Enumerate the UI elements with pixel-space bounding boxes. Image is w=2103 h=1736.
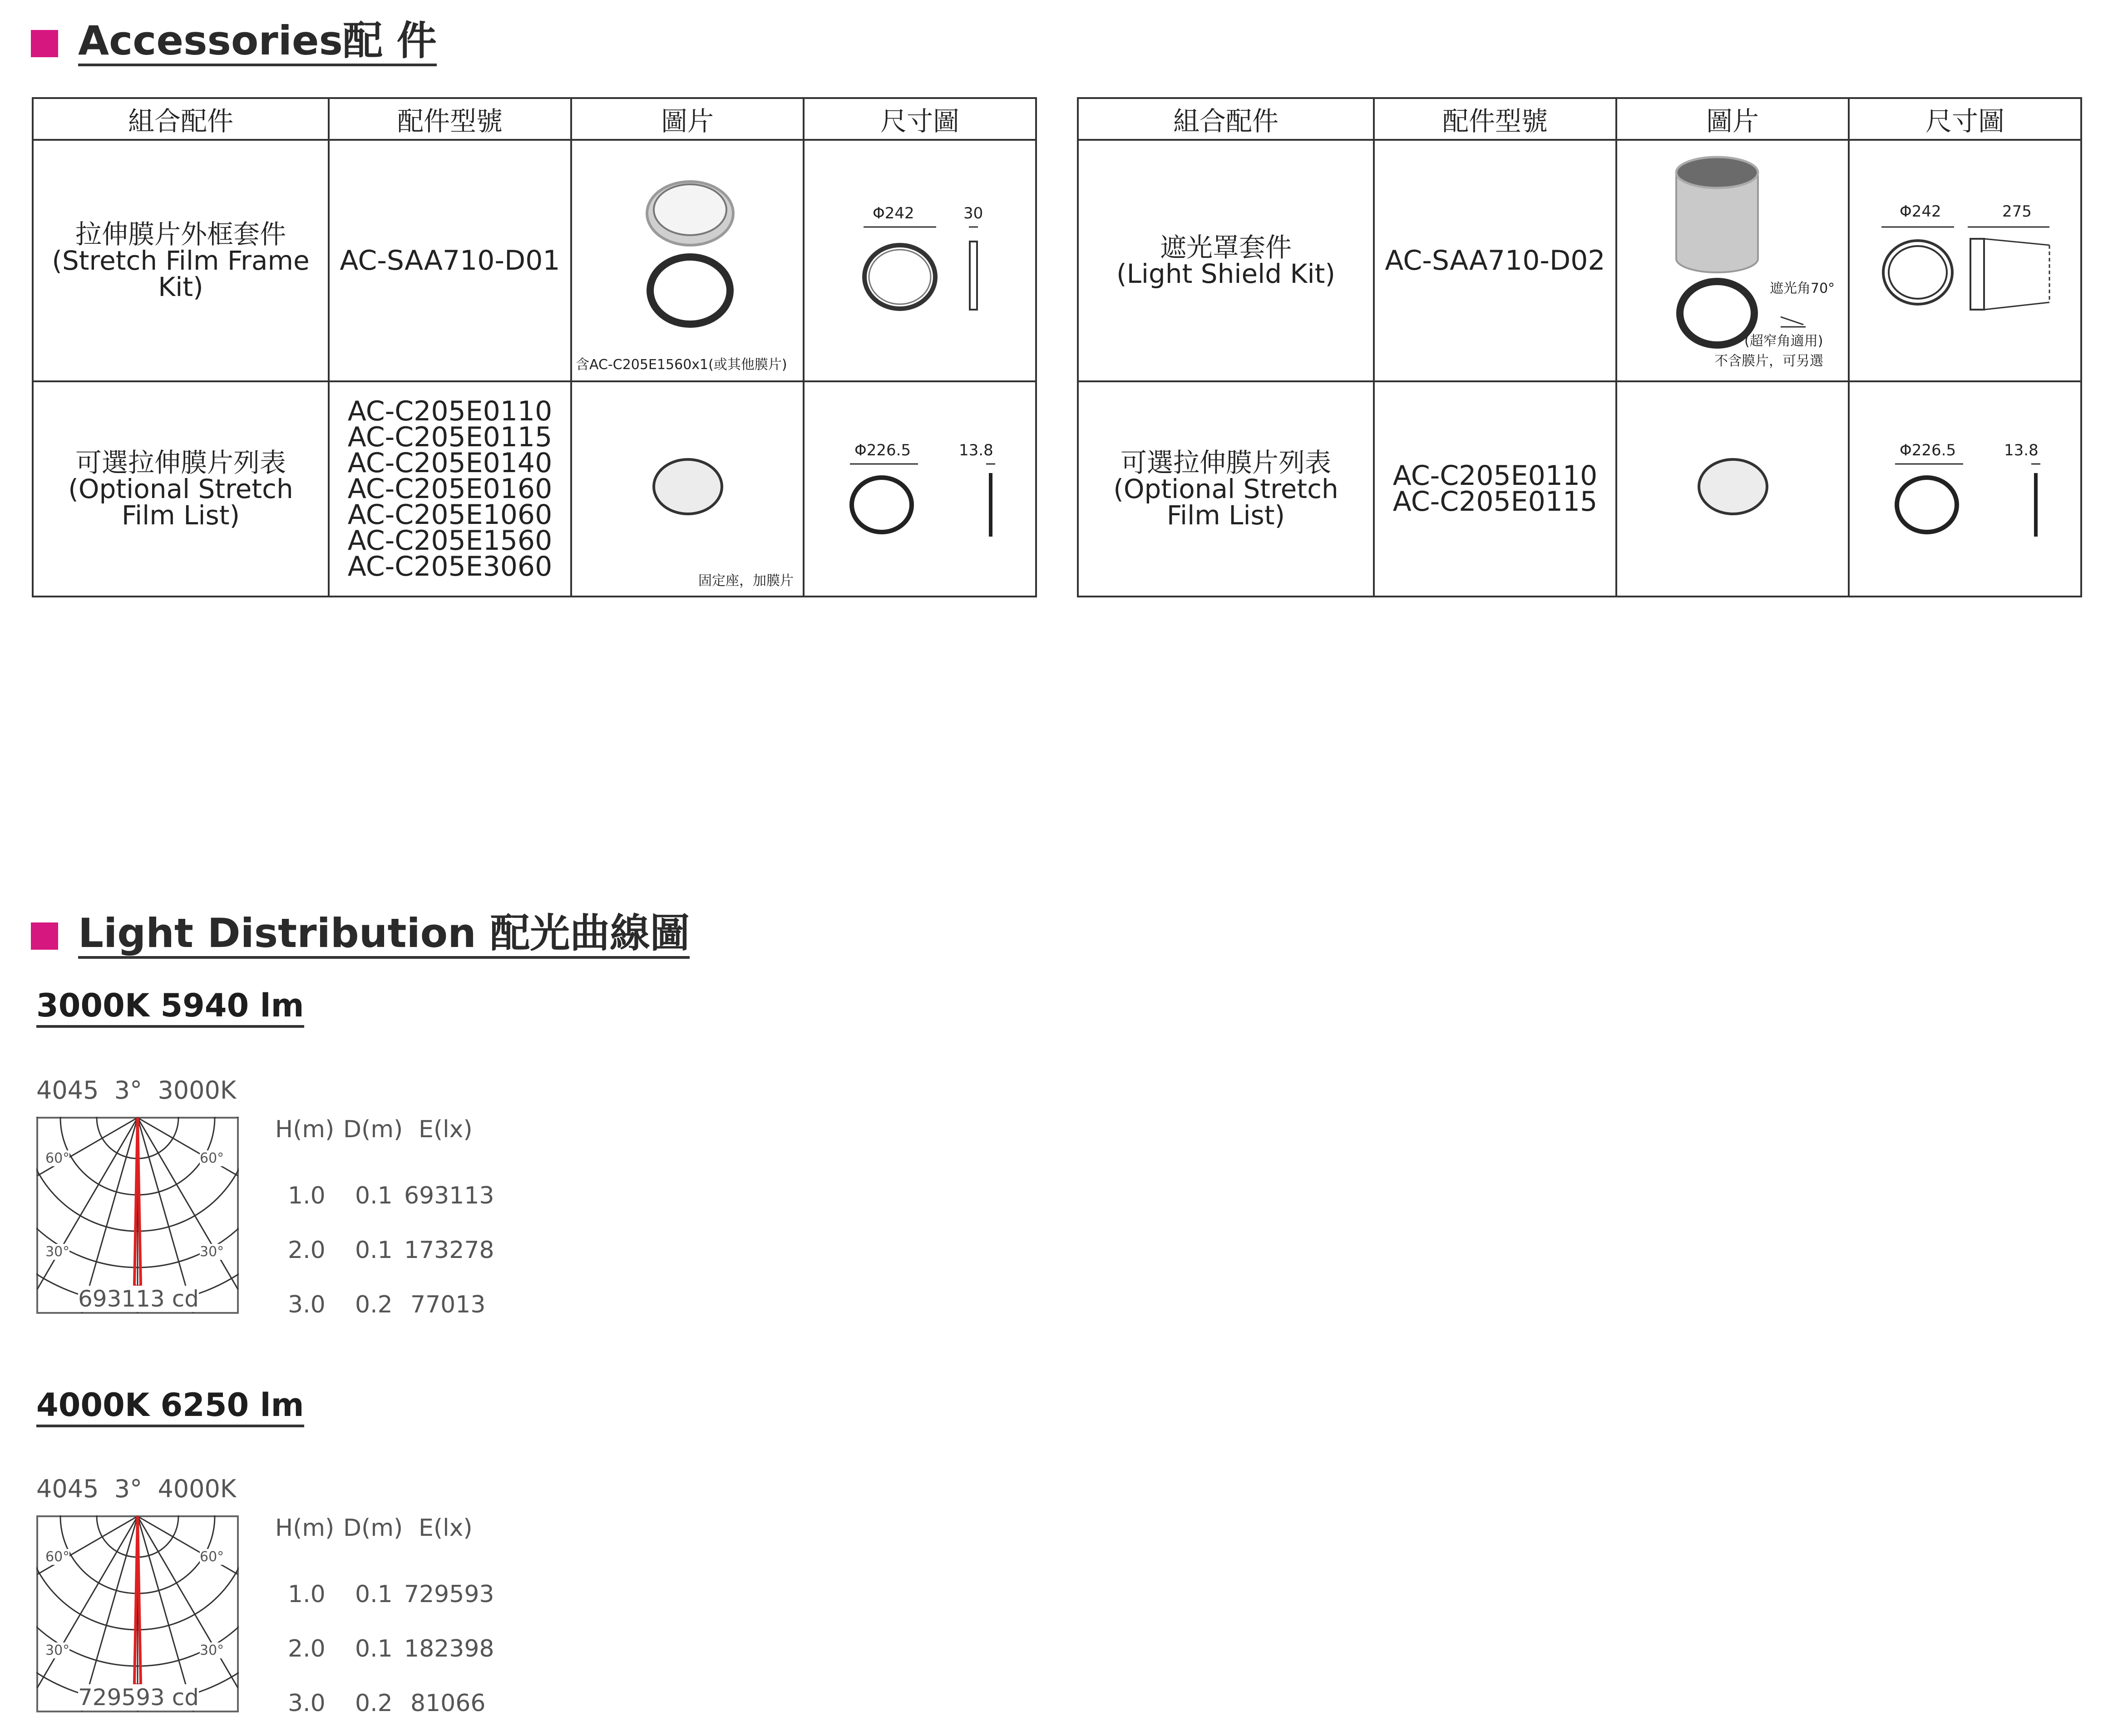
- film-list-name-cn: 可選拉伸膜片列表: [75, 447, 286, 478]
- angle-label: 60°: [200, 1150, 224, 1166]
- film-dimension-drawing: [845, 459, 1000, 541]
- shield-model: AC-SAA710-D02: [1374, 140, 1616, 381]
- dimension-length: 275: [2002, 202, 2032, 221]
- table-row: [33, 140, 1036, 381]
- angle-label: 30°: [200, 1642, 224, 1658]
- angle-label: 30°: [200, 1244, 224, 1260]
- lux-header-h: H(m): [275, 1116, 335, 1143]
- lux-height: 1.0: [288, 1581, 326, 1608]
- film-model: AC-C205E0140: [347, 447, 553, 479]
- shield-note-film: 不含膜片，可另選: [1714, 353, 1823, 369]
- lux-header-e: E(lx): [419, 1116, 473, 1143]
- image-caption: 固定座，加膜片: [698, 573, 794, 589]
- lux-height: 1.0: [288, 1182, 326, 1209]
- lux-height: 3.0: [288, 1690, 326, 1717]
- kit-name-cell: [33, 140, 329, 381]
- film-list-name-en-2: Film List): [1166, 500, 1285, 531]
- film-list-name-cell: [1078, 381, 1374, 597]
- distribution-subtitle-4000k: 4000K 6250 lm: [36, 1389, 304, 1427]
- lux-height: 2.0: [288, 1237, 326, 1264]
- lux-value: 81066: [410, 1690, 486, 1717]
- film-model: AC-C205E0110: [347, 395, 553, 427]
- polar-grid: [36, 1117, 239, 1314]
- angle-label: 30°: [45, 1642, 70, 1658]
- film-list-name-en-1: (Optional Stretch: [68, 473, 293, 504]
- film-models-cell: [329, 381, 571, 597]
- film-dimension-cell: [804, 381, 1036, 597]
- dimension-depth: 13.8: [959, 441, 993, 459]
- lux-value: 693113: [404, 1182, 494, 1209]
- dimension-diameter: Φ226.5: [854, 441, 911, 459]
- lux-height: 2.0: [288, 1635, 326, 1662]
- polar-grid: [36, 1515, 239, 1712]
- film-illustration: [1694, 455, 1772, 518]
- film-model: AC-C205E3060: [347, 550, 553, 582]
- header-model: 配件型號: [329, 98, 571, 140]
- film-image-cell: [571, 381, 804, 597]
- shield-note-narrow: (超窄角適用): [1744, 333, 1823, 349]
- lux-value: 729593: [404, 1581, 494, 1608]
- peak-intensity: 693113 cd: [78, 1286, 199, 1312]
- accessories-table-right: [1077, 97, 2082, 597]
- lux-height: 3.0: [288, 1291, 326, 1318]
- angle-label: 60°: [45, 1549, 70, 1565]
- film-list-name-en-2: Film List): [121, 500, 240, 531]
- light-shield-illustration: [1672, 150, 1844, 350]
- polar-chart-3000k: [36, 1117, 239, 1314]
- frame-dimension-drawing: [850, 222, 995, 327]
- dimension-diameter: Φ226.5: [1900, 441, 1956, 459]
- section-marker: [31, 30, 58, 57]
- peak-intensity: 729593 cd: [78, 1684, 199, 1711]
- lux-diameter: 0.1: [355, 1635, 393, 1662]
- header-image: 圖片: [1616, 98, 1849, 140]
- kit-model: AC-SAA710-D01: [329, 140, 571, 381]
- polar-caption: 4045 3° 4000K: [36, 1475, 237, 1503]
- lux-header-d: D(m): [343, 1116, 403, 1143]
- header-combo: 組合配件: [1078, 98, 1374, 140]
- film-dimension-drawing: [1891, 459, 2045, 541]
- dimension-diameter: Φ242: [1900, 202, 1941, 221]
- film-model: AC-C205E0115: [1392, 486, 1598, 518]
- polar-caption: 4045 3° 3000K: [36, 1076, 237, 1105]
- shield-dimension-cell: [1849, 140, 2081, 381]
- film-image-cell: [1616, 381, 1849, 597]
- distribution-title: Light Distribution 配光曲線圖: [78, 913, 690, 959]
- angle-label: 60°: [200, 1549, 224, 1565]
- accessories-table-left: [32, 97, 1037, 597]
- film-model: AC-C205E0110: [1392, 460, 1598, 492]
- kit-dimension-cell: [804, 140, 1036, 381]
- header-combo: 組合配件: [33, 98, 329, 140]
- film-model: AC-C205E1060: [347, 498, 553, 531]
- film-models-cell: [1374, 381, 1616, 597]
- lux-value: 173278: [404, 1237, 494, 1264]
- header-dimension: 尺寸圖: [1849, 98, 2081, 140]
- film-illustration: [649, 455, 726, 518]
- lux-value: 77013: [410, 1291, 486, 1318]
- film-model: AC-C205E1560: [347, 524, 553, 557]
- image-caption: 含AC-C205E1560x1(或其他膜片): [576, 357, 787, 373]
- shield-name-cell: [1078, 140, 1374, 381]
- lux-diameter: 0.1: [355, 1237, 393, 1264]
- table-row: [1078, 381, 2081, 597]
- dimension-depth: 30: [963, 204, 983, 222]
- lux-header-e: E(lx): [419, 1514, 473, 1542]
- kit-image-cell: [571, 140, 804, 381]
- film-list-name-cn: 可選拉伸膜片列表: [1120, 447, 1331, 478]
- lux-value: 182398: [404, 1635, 494, 1662]
- angle-label: 60°: [45, 1150, 70, 1166]
- shield-name-cn: 遮光罩套件: [1160, 232, 1292, 263]
- accessories-title: Accessories配 件: [78, 21, 437, 66]
- film-list-name-en-1: (Optional Stretch: [1113, 473, 1338, 504]
- header-model: 配件型號: [1374, 98, 1616, 140]
- lux-header-h: H(m): [275, 1514, 335, 1542]
- polar-chart-4000k: [36, 1515, 239, 1712]
- shield-dimension-drawing: [1877, 222, 2068, 322]
- distribution-subtitle-3000k: 3000K 5940 lm: [36, 990, 304, 1028]
- shield-note-angle: 遮光角70°: [1770, 281, 1835, 296]
- section-marker: [31, 922, 58, 950]
- accessories-heading: [31, 17, 437, 66]
- angle-label: 30°: [45, 1244, 70, 1260]
- kit-name-en: (Stretch Film Frame Kit): [52, 245, 310, 302]
- lux-diameter: 0.1: [355, 1182, 393, 1209]
- table-row: [1078, 140, 2081, 381]
- header-image: 圖片: [571, 98, 804, 140]
- dimension-depth: 13.8: [2004, 441, 2039, 459]
- film-model: AC-C205E0160: [347, 473, 553, 505]
- shield-name-en: (Light Shield Kit): [1116, 258, 1336, 289]
- lux-header-d: D(m): [343, 1514, 403, 1542]
- table-row: [33, 381, 1036, 597]
- film-model: AC-C205E0115: [347, 421, 553, 453]
- kit-name-cn: 拉伸膜片外框套件: [75, 219, 286, 250]
- header-dimension: 尺寸圖: [804, 98, 1036, 140]
- lux-diameter: 0.2: [355, 1690, 393, 1717]
- frame-kit-illustration: [636, 177, 745, 340]
- shield-image-cell: [1616, 140, 1849, 381]
- lux-diameter: 0.1: [355, 1581, 393, 1608]
- lux-diameter: 0.2: [355, 1291, 393, 1318]
- dimension-diameter: Φ242: [873, 204, 914, 222]
- distribution-heading: [31, 910, 690, 959]
- film-list-name-cell: [33, 381, 329, 597]
- film-dimension-cell: [1849, 381, 2081, 597]
